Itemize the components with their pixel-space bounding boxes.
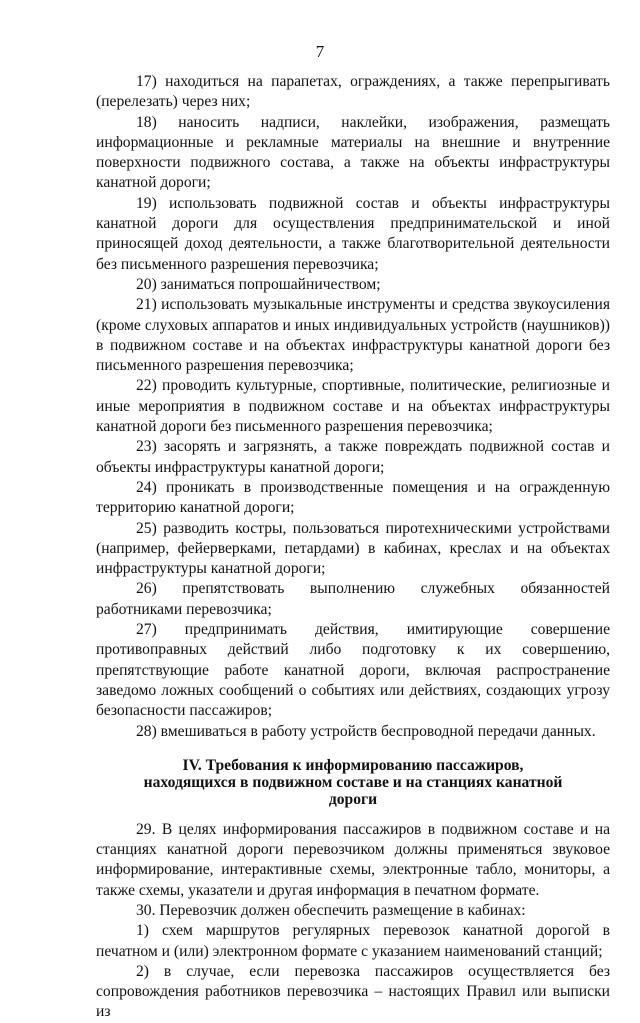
list-item-28: 28) вмешиваться в работу устройств беспроводной передачи данных. — [136, 722, 596, 740]
paragraph-30-item-2: 2) в случае, если перевозка пассажиров осуществляется без сопровождения работников перевозчика – настоящих Правил или выписки из — [96, 962, 610, 1021]
list-item-20: 20) заниматься попрошайничеством; — [136, 275, 381, 293]
paragraph-30: 30. Перевозчик должен обеспечить размещение в кабинах: — [136, 901, 526, 919]
paragraph-30-item-1: 1) схем маршрутов регулярных перевозок канатной дорогой в печатном и (или) электронном формате с указанием наименований станций; — [96, 922, 610, 960]
page-number: 7 — [315, 42, 325, 61]
section-heading-line-3: дороги — [328, 790, 378, 808]
section-heading-line-2: находящихся в подвижном составе и на станциях канатной — [143, 773, 563, 791]
list-item-19: 19) использовать подвижной состав и объекты инфраструктуры канатной дороги для осуществления предпринимательской и иной приносящей доход деятельности, а также благотворительной деятельности без письменного разрешения перевозчика; — [96, 194, 610, 273]
list-item-18: 18) наносить надписи, наклейки, изображения, размещать информационные и рекламные материалы на внешние и внутренние поверхности подвижного состава, а также на объекты инфраструктуры канатной дороги; — [96, 113, 610, 192]
list-item-23: 23) засорять и загрязнять, а также повреждать подвижной состав и объекты инфраструктуры канатной дороги; — [96, 438, 610, 476]
section-heading — [96, 757, 610, 808]
list-item-25: 25) разводить костры, пользоваться пиротехническими устройствами (например, фейерверками, петардами) в кабинах, креслах и на объектах инфраструктуры канатной дороги; — [96, 519, 610, 578]
list-item-22: 22) проводить культурные, спортивные, политические, религиозные и иные мероприятия в подвижном составе и на объектах инфраструктуры канатной дороги без письменного разрешения перевозчика; — [96, 377, 610, 436]
document-body — [96, 72, 610, 1023]
list-item-21: 21) использовать музыкальные инструменты и средства звукоусиления (кроме слуховых аппаратов и иных индивидуальных устройств (наушников)) в подвижном составе и на объектах инфраструктуры канатной дороги без письменного разрешения перевозчика; — [96, 296, 610, 375]
paragraph-29: 29. В целях информирования пассажиров в подвижном составе и на станциях канатной дороги перевозчиком должны применяться звуковое информирование, интерактивные схемы, электронные табло, мониторы, а также схемы, указатели и другая информация в печатном формате. — [96, 820, 610, 899]
list-item-24: 24) проникать в производственные помещения и на огражденную территорию канатной дороги; — [96, 478, 610, 517]
section-heading-line-1: IV. Требования к информированию пассажиров, — [182, 756, 524, 774]
list-item-27: 27) предпринимать действия, имитирующие совершение противоправных действий либо подготовку к их совершению, препятствующие работе канатной дороги, включая распространение заведомо ложных сообщений о событиях или действиях, создающих угрозу безопасности пассажиров; — [96, 621, 610, 720]
list-item-17: 17) находиться на парапетах, ограждениях, а также перепрыгивать (перелезать) через них; — [96, 73, 610, 111]
list-item-26: 26) препятствовать выполнению служебных обязанностей работниками перевозчика; — [96, 580, 610, 618]
